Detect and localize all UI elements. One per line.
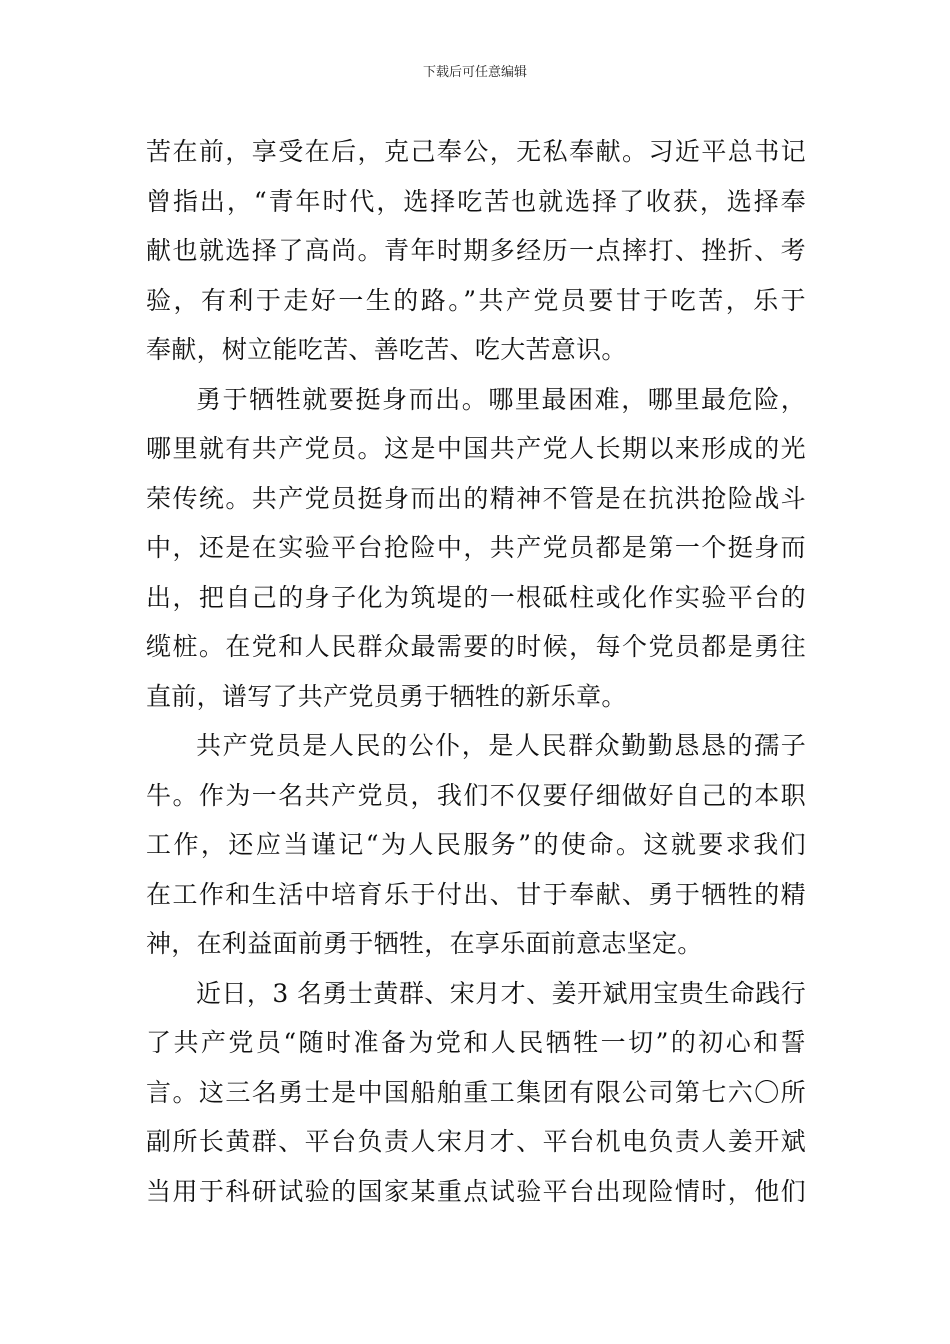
paragraph <box>146 969 806 1217</box>
text-line: 奉献，树立能吃苦、善吃苦、吃大苦意识。 <box>146 335 627 364</box>
paragraph <box>146 127 806 375</box>
text-line: 中，还是在实验平台抢险中，共产党员都是第一个挺身而 <box>146 533 806 562</box>
text-line: 直前，谱写了共产党员勇于牺牲的新乐章。 <box>146 681 627 711</box>
document-body <box>146 127 806 1216</box>
text-line: 了共产党员“随时准备为党和人民牺牲一切”的初心和誓 <box>146 1028 806 1057</box>
text-line: 荣传统。共产党员挺身而出的精神不管是在抗洪抢险战斗 <box>146 483 806 513</box>
text-line: 苦在前，享受在后，克己奉公，无私奉献。习近平总书记 <box>146 137 806 166</box>
page-header: 下载后可任意编辑 <box>422 65 527 80</box>
text-line: 验，有利于走好一生的路。”共产党员要甘于吃苦，乐于 <box>146 285 806 315</box>
text-line: 共产党员是人民的公仆，是人民群众勤勤恳恳的孺子 <box>196 731 806 760</box>
text-line: 当用于科研试验的国家某重点试验平台出现险情时，他们 <box>146 1176 806 1206</box>
paragraph <box>146 721 806 969</box>
paragraph <box>146 375 806 722</box>
text-line: 缆桩。在党和人民群众最需要的时候，每个党员都是勇往 <box>146 632 806 661</box>
text-line: 出，把自己的身子化为筑堤的一根砥柱或化作实验平台的 <box>146 582 806 612</box>
text-line: 曾指出，“青年时代，选择吃苦也就选择了收获，选择奉 <box>146 186 806 216</box>
text-line: 献也就选择了高尚。青年时期多经历一点摔打、挫折、考 <box>146 236 806 265</box>
text-line: 在工作和生活中培育乐于付出、甘于奉献、勇于牺牲的精 <box>146 879 806 909</box>
text-line: 近日，3 名勇士黄群、宋月才、姜开斌用宝贵生命践行 <box>196 978 806 1008</box>
text-line: 哪里就有共产党员。这是中国共产党人长期以来形成的光 <box>146 434 806 463</box>
text-line: 勇于牺牲就要挺身而出。哪里最困难，哪里最危险， <box>196 384 806 414</box>
text-line: 副所长黄群、平台负责人宋月才、平台机电负责人姜开斌 <box>146 1127 806 1156</box>
text-line: 言。这三名勇士是中国船舶重工集团有限公司第七六〇所 <box>146 1077 806 1107</box>
text-line: 牛。作为一名共产党员，我们不仅要仔细做好自己的本职 <box>146 780 806 810</box>
text-line: 工作，还应当谨记“为人民服务”的使命。这就要求我们 <box>146 830 806 859</box>
text-line: 神，在利益面前勇于牺牲，在享乐面前意志坚定。 <box>146 929 703 958</box>
